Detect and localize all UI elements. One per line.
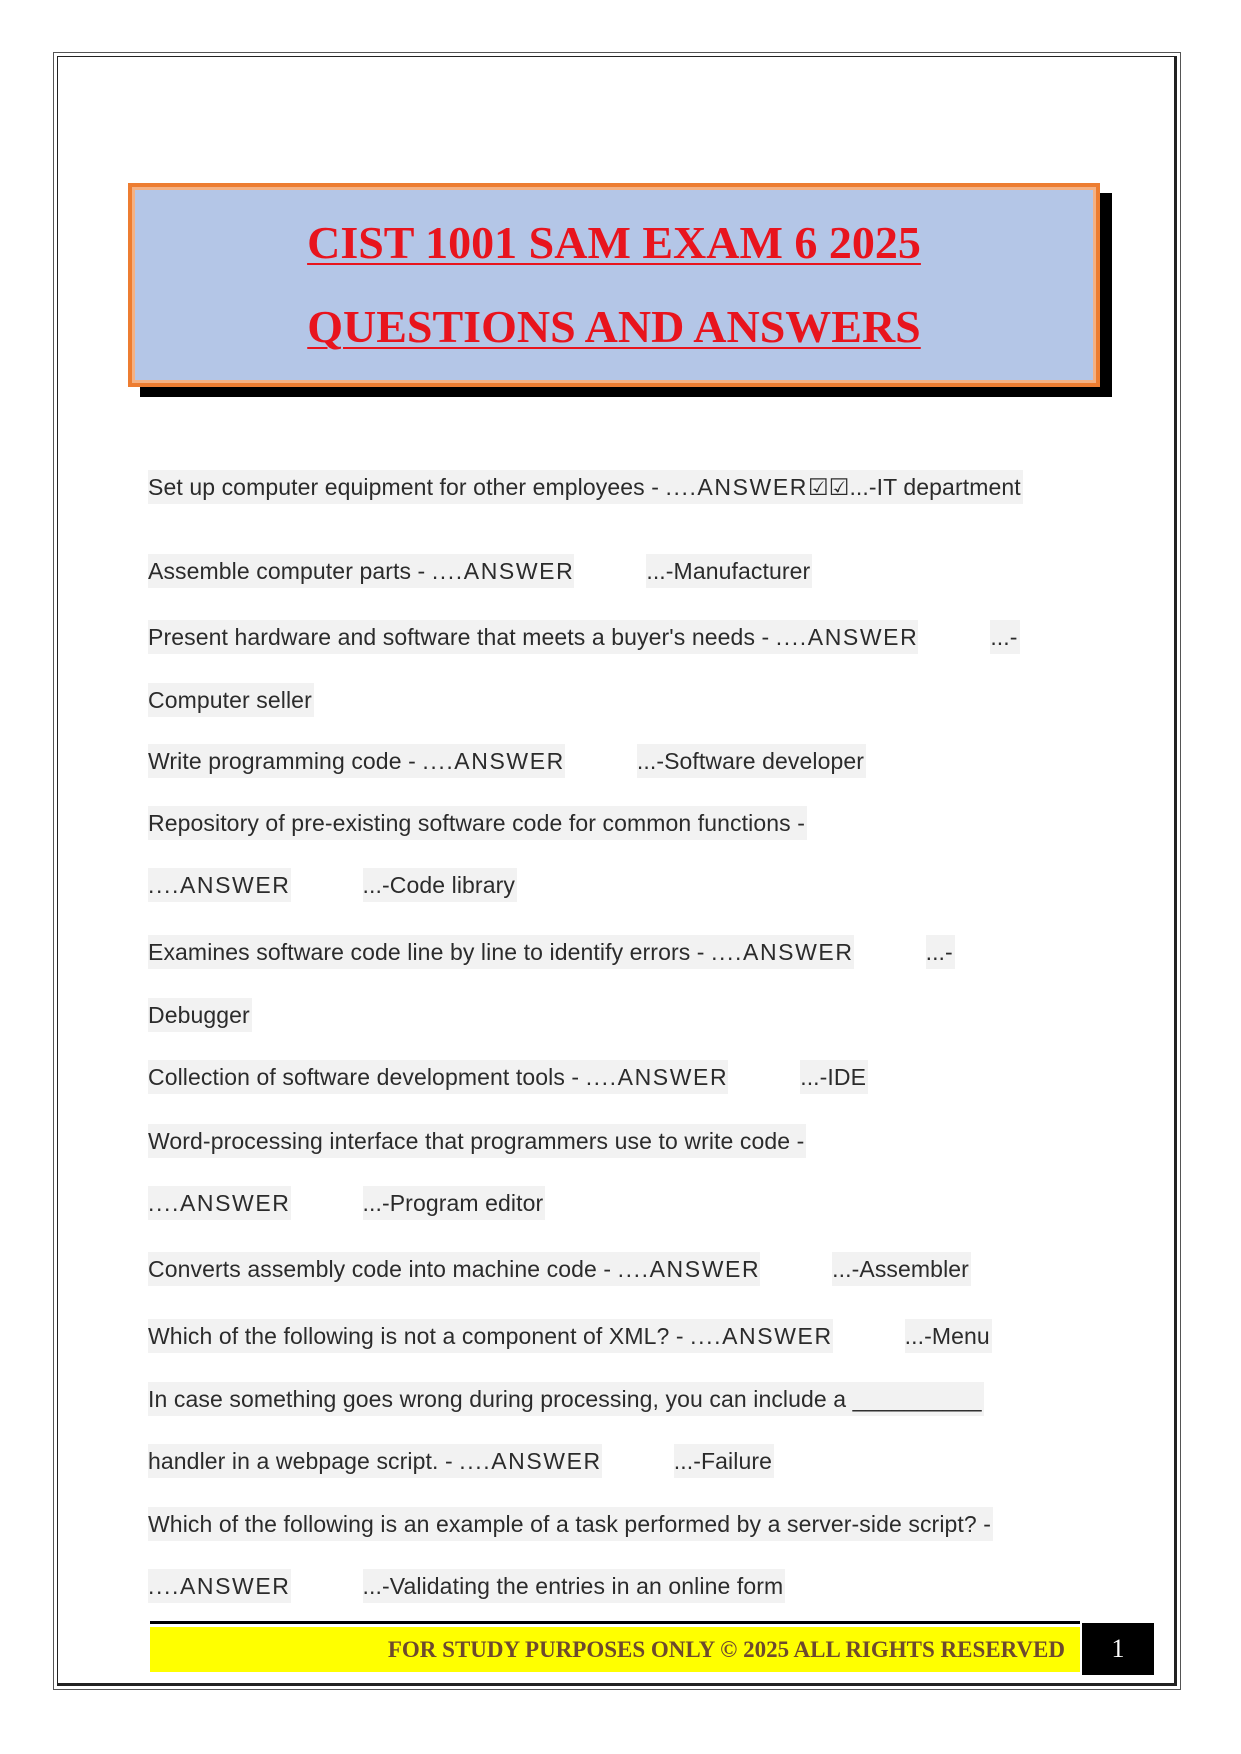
answer-marker: ....ANSWER (148, 1190, 291, 1216)
answer-marker: ....ANSWER (775, 624, 919, 650)
answer-marker: ....ANSWER (148, 872, 291, 898)
answer-gap (728, 1060, 800, 1094)
qa-line (148, 998, 252, 1032)
qa-line (148, 1186, 545, 1220)
answer-text: ...-Program editor (362, 1190, 544, 1216)
question-text: Present hardware and software that meets a buyer's needs - (148, 624, 776, 650)
answer-text: ...-Software developer (636, 748, 865, 774)
answer-gap (918, 620, 990, 654)
footer-text: FOR STUDY PURPOSES ONLY © 2025 ALL RIGHTS RESERVED (387, 1636, 1065, 1662)
answer-marker: ....ANSWER (690, 1323, 833, 1349)
qa-line (148, 620, 1020, 654)
answer-marker: ....ANSWER (459, 1448, 602, 1474)
qa-line (148, 935, 955, 969)
answer-text: ...- (990, 624, 1018, 650)
title-banner (128, 183, 1100, 387)
answer-marker: ....ANSWER (711, 939, 854, 965)
question-text: Write programming code - (148, 748, 423, 774)
answer-gap (291, 1569, 363, 1603)
qa-line (148, 1124, 806, 1158)
qa-line (148, 806, 807, 840)
qa-line (148, 1319, 992, 1353)
answer-text: ...-IDE (800, 1064, 867, 1090)
answer-marker: ....ANSWER (431, 558, 575, 584)
qa-text: Word-processing interface that programmers use to write code - (148, 1128, 805, 1154)
qa-text: Computer seller (148, 687, 312, 713)
answer-gap (565, 744, 637, 778)
answer-text: ...-IT department (849, 474, 1021, 500)
answer-text: ...-Assembler (832, 1256, 969, 1282)
check-marks-icon: ☑☑ (807, 474, 850, 500)
answer-gap (760, 1252, 832, 1286)
qa-line (148, 1382, 984, 1416)
answer-text: ...-Validating the entries in an online form (362, 1573, 784, 1599)
question-text: Set up computer equipment for other employees - (148, 474, 666, 500)
answer-text: ...-Failure (673, 1448, 772, 1474)
page-number: 1 (1082, 1623, 1154, 1675)
qa-text: Debugger (148, 1002, 250, 1028)
footer-rule (150, 1621, 1080, 1624)
answer-text: ...-Menu (904, 1323, 990, 1349)
qa-line (148, 554, 812, 588)
qa-line (148, 744, 866, 778)
title-line-1: CIST 1001 SAM EXAM 6 2025 (307, 217, 921, 268)
question-text: Which of the following is not a component of XML? - (148, 1323, 691, 1349)
question-text: Assemble computer parts - (148, 558, 432, 584)
answer-text: ...-Code library (362, 872, 515, 898)
answer-text: ...-Manufacturer (646, 558, 811, 584)
qa-line (148, 868, 517, 902)
answer-marker: ....ANSWER (585, 1064, 729, 1090)
title-line-2: QUESTIONS AND ANSWERS (307, 301, 921, 352)
qa-line (148, 1060, 868, 1094)
qa-line (148, 1569, 785, 1603)
qa-line (148, 1252, 971, 1286)
answer-marker: ....ANSWER (148, 1573, 291, 1599)
qa-line (148, 470, 1023, 504)
question-text: Converts assembly code into machine code - (148, 1256, 618, 1282)
answer-marker: ....ANSWER (665, 474, 808, 500)
footer-band (150, 1627, 1080, 1672)
qa-text: In case something goes wrong during processing, you can include a __________ (148, 1386, 982, 1412)
answer-marker: ....ANSWER (617, 1256, 761, 1282)
qa-line (148, 683, 314, 717)
answer-marker: ....ANSWER (422, 748, 565, 774)
qa-line (148, 1444, 774, 1478)
answer-gap (833, 1319, 905, 1353)
question-text: handler in a webpage script. - (148, 1448, 460, 1474)
answer-gap (602, 1444, 674, 1478)
answer-gap (291, 868, 363, 902)
question-text: Examines software code line by line to identify errors - (148, 939, 712, 965)
answer-gap (291, 1186, 363, 1220)
answer-gap (854, 935, 926, 969)
qa-text: Repository of pre-existing software code for common functions - (148, 810, 805, 836)
question-text: Collection of software development tools - (148, 1064, 586, 1090)
answer-text: ...- (925, 939, 953, 965)
qa-text: Which of the following is an example of a task performed by a server-side script? - (148, 1511, 992, 1537)
answer-gap (574, 554, 646, 588)
qa-line (148, 1507, 993, 1541)
